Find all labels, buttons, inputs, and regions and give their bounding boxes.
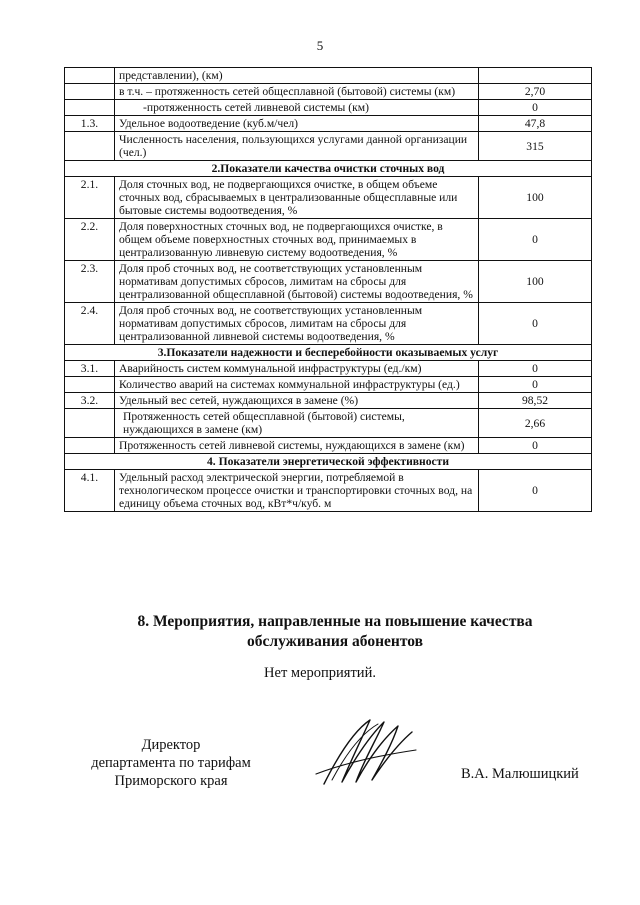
director-title: [86, 736, 256, 790]
indicator-value: 0: [479, 100, 592, 116]
indicator-name: Удельное водоотведение (куб.м/чел): [115, 116, 479, 132]
section-title: 4. Показатели энергетической эффективности: [65, 454, 592, 470]
table-row: [65, 68, 592, 84]
indicator-name: в т.ч. – протяженность сетей общесплавной (бытовой) системы (км): [115, 84, 479, 100]
indicator-name: Количество аварий на системах коммунальной инфраструктуры (ед.): [115, 377, 479, 393]
table-row: [65, 438, 592, 454]
row-number: [65, 438, 115, 454]
indicator-name: Удельный вес сетей, нуждающихся в замене (%): [115, 393, 479, 409]
indicator-name: Аварийность систем коммунальной инфраструктуры (ед./км): [115, 361, 479, 377]
indicator-value: 0: [479, 470, 592, 512]
indicator-value: 0: [479, 361, 592, 377]
indicator-value: 315: [479, 132, 592, 161]
row-number: [65, 409, 115, 438]
table-row: [65, 393, 592, 409]
indicator-name: Протяженность сетей ливневой системы, нуждающихся в замене (км): [115, 438, 479, 454]
no-events-text: Нет мероприятий.: [264, 665, 376, 681]
indicator-name: представлении), (км): [115, 68, 479, 84]
indicator-value: 2,66: [479, 409, 592, 438]
section-title: 2.Показатели качества очистки сточных вод: [65, 161, 592, 177]
indicator-value: 98,52: [479, 393, 592, 409]
row-number: 2.2.: [65, 219, 115, 261]
indicator-name: Доля проб сточных вод, не соответствующих установленным нормативам допустимых сбросов, лимитам на сбросы для централизованной ливневой системы водоотведения, %: [115, 303, 479, 345]
indicator-value: [479, 68, 592, 84]
table-row: [65, 161, 592, 177]
row-number: 2.1.: [65, 177, 115, 219]
indicator-value: 2,70: [479, 84, 592, 100]
page-number: 5: [316, 38, 324, 53]
indicator-name: Доля проб сточных вод, не соответствующих установленным нормативам допустимых сбросов, лимитам на сбросы для централизованной общесплавной (бытовой) системы водоотведения, %: [115, 261, 479, 303]
table-row: [65, 132, 592, 161]
heading-line-2: обслуживания абонентов: [247, 633, 423, 650]
indicator-name: Доля поверхностных сточных вод, не подвергающихся очистке, в общем объеме поверхностных сточных вод, принимаемых в централизованную ливневую систему водоотведения, %: [115, 219, 479, 261]
row-number: [65, 377, 115, 393]
indicator-name: Доля сточных вод, не подвергающихся очистке, в общем объеме сточных вод, сбрасываемых в централизованные общесплавные или бытовые системы водоотведения, %: [115, 177, 479, 219]
section-8-heading: [0, 612, 640, 652]
indicator-value: 0: [479, 303, 592, 345]
table-row: [65, 454, 592, 470]
director-line-3: Приморского края: [114, 773, 228, 789]
row-number: [65, 84, 115, 100]
indicator-name: Удельный расход электрической энергии, потребляемой в технологическом процессе очистки и транспортировки сточных вод, на единицу объема сточных вод, кВт*ч/куб. м: [115, 470, 479, 512]
table-row: [65, 84, 592, 100]
table-row: [65, 377, 592, 393]
director-line-2: департамента по тарифам: [91, 755, 251, 771]
table-row: [65, 116, 592, 132]
table-row: [65, 100, 592, 116]
row-number: [65, 68, 115, 84]
row-number: 1.3.: [65, 116, 115, 132]
indicators-table: [64, 67, 592, 512]
table-row: [65, 345, 592, 361]
signer-name: В.А. Малюшицкий: [461, 766, 579, 782]
director-line-1: Директор: [141, 737, 201, 753]
indicator-value: 100: [479, 261, 592, 303]
indicator-value: 0: [479, 377, 592, 393]
indicator-value: 0: [479, 438, 592, 454]
table-row: [65, 177, 592, 219]
row-number: 3.2.: [65, 393, 115, 409]
table-row: [65, 361, 592, 377]
table-row: [65, 470, 592, 512]
row-number: [65, 100, 115, 116]
row-number: 4.1.: [65, 470, 115, 512]
row-number: 3.1.: [65, 361, 115, 377]
row-number: 2.4.: [65, 303, 115, 345]
table-row: [65, 219, 592, 261]
indicator-value: 0: [479, 219, 592, 261]
indicator-name: -протяженность сетей ливневой системы (км): [115, 100, 479, 116]
row-number: [65, 132, 115, 161]
heading-line-1: 8. Мероприятия, направленные на повышение качества: [137, 613, 533, 630]
indicator-name: Численность населения, пользующихся услугами данной организации (чел.): [115, 132, 479, 161]
table-row: [65, 303, 592, 345]
row-number: 2.3.: [65, 261, 115, 303]
section-title: 3.Показатели надежности и бесперебойности оказываемых услуг: [65, 345, 592, 361]
indicator-value: 100: [479, 177, 592, 219]
indicator-value: 47,8: [479, 116, 592, 132]
indicator-name: Протяженность сетей общесплавной (бытовой) системы, нуждающихся в замене (км): [115, 409, 479, 438]
table-row: [65, 261, 592, 303]
signature-icon: [312, 710, 422, 790]
table-row: [65, 409, 592, 438]
